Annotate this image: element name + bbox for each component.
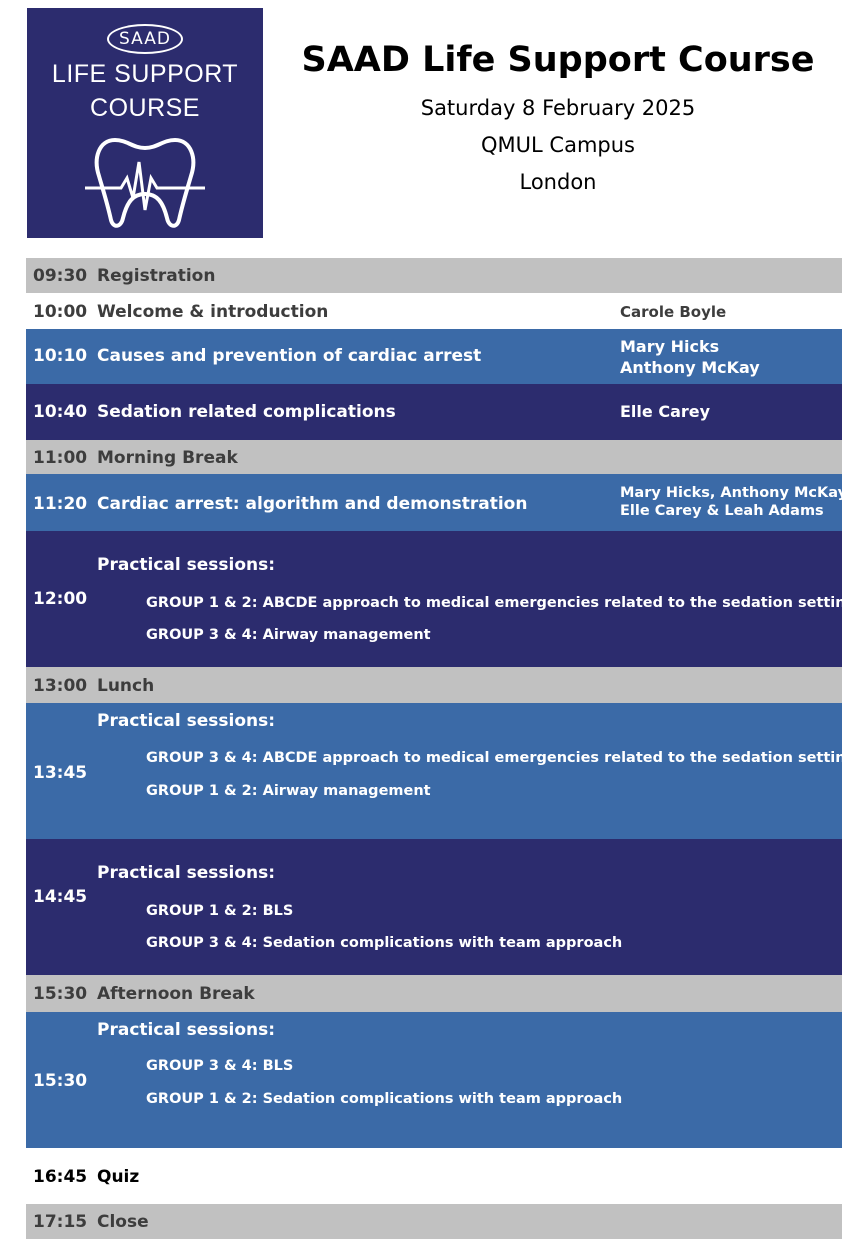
row-time: 15:30 — [33, 984, 88, 1004]
practical-sessions-header: Practical sessions: — [97, 1020, 276, 1040]
row-title: Quiz — [97, 1167, 140, 1187]
schedule-row-practical-1530 — [26, 1012, 842, 1148]
schedule-row-practical-1345 — [26, 703, 856, 839]
row-speaker-1: Mary Hicks — [620, 337, 720, 356]
row-title: Lunch — [97, 676, 155, 696]
row-time: 15:30 — [33, 1071, 88, 1091]
practical-sessions-header: Practical sessions: — [97, 711, 276, 731]
row-time: 12:00 — [33, 589, 88, 609]
group-session-1: GROUP 1 & 2: BLS — [146, 903, 294, 919]
row-speaker: Carole Boyle — [620, 303, 727, 321]
logo-line-1: LIFE SUPPORT — [51, 60, 239, 88]
schedule-row-cardiac-arrest-algorithm — [26, 474, 852, 531]
course-city: London — [519, 170, 597, 194]
schedule-row-practical-1445 — [26, 839, 842, 975]
row-time: 14:45 — [33, 887, 88, 907]
logo-line-2: COURSE — [90, 94, 200, 122]
row-title: Cardiac arrest: algorithm and demonstration — [97, 494, 528, 514]
row-time: 09:30 — [33, 266, 88, 286]
row-time: 10:10 — [33, 346, 88, 366]
schedule-row-close — [26, 1204, 842, 1239]
schedule-row-registration — [26, 258, 842, 293]
group-session-2: GROUP 3 & 4: Airway management — [146, 627, 431, 643]
schedule-row-quiz — [26, 1158, 842, 1194]
course-header — [270, 34, 846, 201]
tooth-heartbeat-icon — [85, 132, 205, 232]
row-time: 13:45 — [33, 763, 88, 783]
schedule-row-sedation-complications — [26, 384, 842, 440]
row-title: Registration — [97, 266, 216, 286]
schedule-row-afternoon-break — [26, 975, 842, 1012]
practical-sessions-header: Practical sessions: — [97, 863, 276, 883]
schedule-row-practical-1200 — [26, 531, 856, 667]
group-session-2: GROUP 3 & 4: Sedation complications with team approach — [146, 935, 623, 951]
row-time: 10:00 — [33, 302, 88, 322]
group-session-1: GROUP 1 & 2: ABCDE approach to medical emergencies related to the sedation setting — [146, 595, 856, 611]
group-session-2: GROUP 1 & 2: Airway management — [146, 783, 431, 799]
group-session-1: GROUP 3 & 4: ABCDE approach to medical emergencies related to the sedation setting — [146, 750, 856, 766]
page-title: SAAD Life Support Course — [301, 40, 815, 80]
schedule-row-welcome — [26, 293, 842, 329]
course-logo — [27, 8, 263, 238]
course-venue: QMUL Campus — [481, 133, 635, 157]
row-title: Welcome & introduction — [97, 302, 329, 322]
course-date: Saturday 8 February 2025 — [420, 96, 696, 120]
row-time: 17:15 — [33, 1212, 88, 1232]
row-time: 11:00 — [33, 448, 88, 468]
row-speaker-1: Mary Hicks, Anthony McKay, — [620, 485, 852, 501]
row-time: 16:45 — [33, 1167, 88, 1187]
group-session-2: GROUP 1 & 2: Sedation complications with team approach — [146, 1091, 623, 1107]
group-session-1: GROUP 3 & 4: BLS — [146, 1058, 294, 1074]
schedule-row-lunch — [26, 667, 842, 703]
row-speaker: Elle Carey — [620, 402, 711, 421]
row-title: Close — [97, 1212, 149, 1232]
row-time: 11:20 — [33, 494, 88, 514]
row-title: Morning Break — [97, 448, 238, 468]
practical-sessions-header: Practical sessions: — [97, 555, 276, 575]
row-title: Sedation related complications — [97, 402, 396, 422]
row-time: 13:00 — [33, 676, 88, 696]
schedule-row-morning-break — [26, 440, 842, 474]
row-time: 10:40 — [33, 402, 88, 422]
schedule-row-cardiac-arrest-causes — [26, 329, 842, 384]
row-title: Afternoon Break — [97, 984, 255, 1004]
row-speaker-2: Elle Carey & Leah Adams — [620, 503, 824, 519]
logo-badge: SAAD — [107, 24, 183, 54]
row-speaker-2: Anthony McKay — [620, 358, 760, 377]
row-title: Causes and prevention of cardiac arrest — [97, 346, 482, 366]
